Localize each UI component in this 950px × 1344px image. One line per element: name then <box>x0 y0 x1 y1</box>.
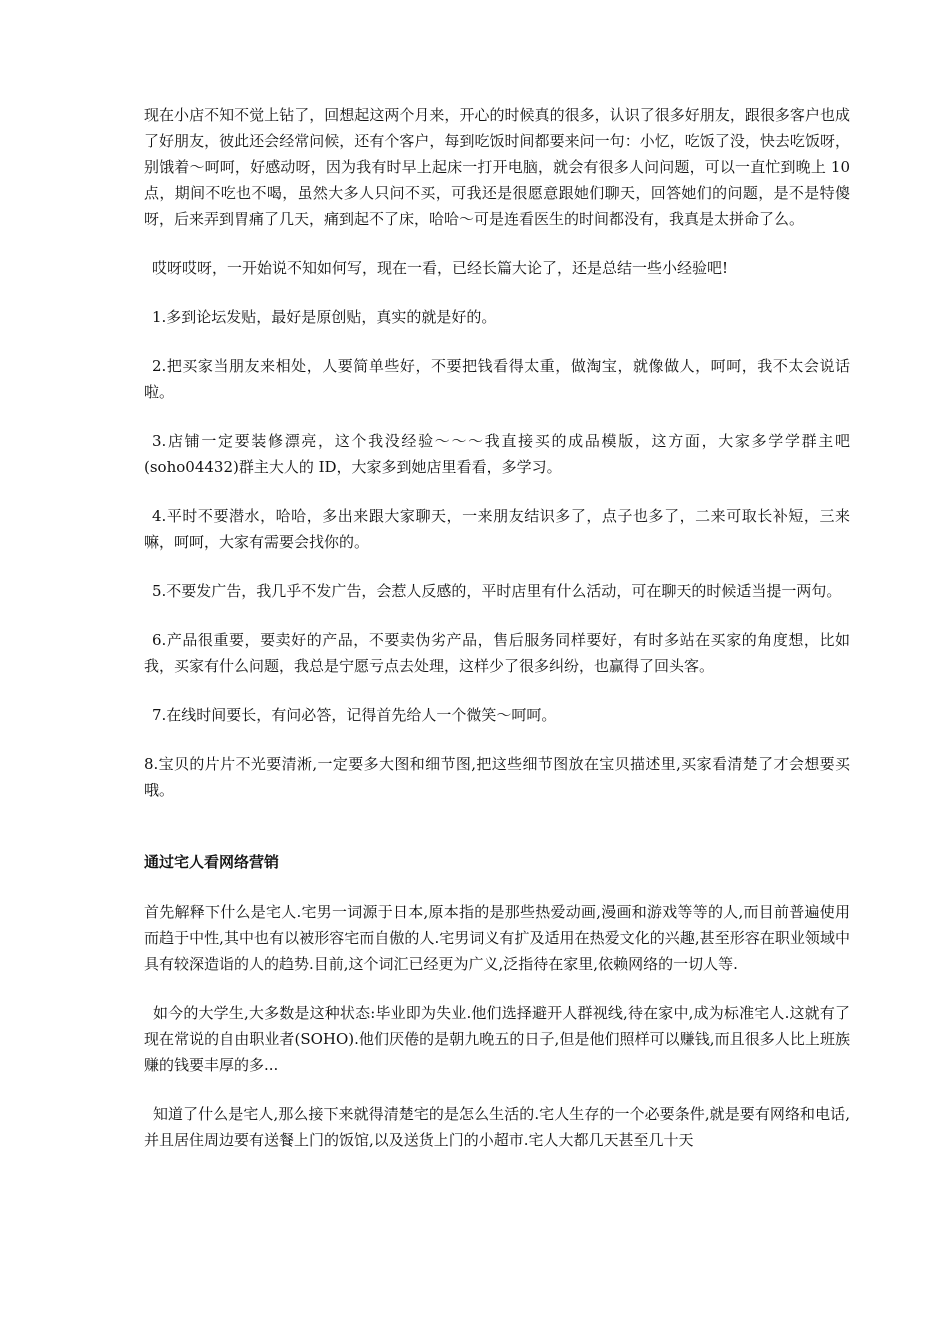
section-paragraph-2: 如今的大学生,大多数是这种状态:毕业即为失业.他们选择避开人群视线,待在家中,成为标准宅人.这就有了现在常说的自由职业者(SOHO).他们厌倦的是朝九晚五的日子,但是他们照样可以赚钱,而且很多人比上班族赚的钱要丰厚的多... <box>144 1004 850 1074</box>
tip-item-4: 4.平时不要潜水，哈哈，多出来跟大家聊天，一来朋友结识多了，点子也多了，二来可取长补短，三来嘛，呵呵，大家有需要会找你的。 <box>144 507 850 551</box>
section-heading: 通过宅人看网络营销 <box>144 853 280 871</box>
document-body <box>144 102 850 1176</box>
section-paragraph-3: 知道了什么是宅人,那么接下来就得清楚宅的是怎么生活的.宅人生存的一个必要条件,就是要有网络和电话,并且居住周边要有送餐上门的饭馆,以及送货上门的小超市.宅人大都几天甚至几十天 <box>144 1105 850 1149</box>
tip-item-6: 6.产品很重要，要卖好的产品，不要卖伪劣产品，售后服务同样要好，有时多站在买家的角度想，比如我，买家有什么问题，我总是宁愿亏点去处理，这样少了很多纠纷，也赢得了回头客。 <box>144 631 850 675</box>
summary-paragraph: 哎呀哎呀，一开始说不知如何写，现在一看，已经长篇大论了，还是总结一些小经验吧! <box>152 259 729 277</box>
tip-item-5: 5.不要发广告，我几乎不发广告，会惹人反感的，平时店里有什么活动，可在聊天的时候适当提一两句。 <box>152 582 842 600</box>
tip-item-2: 2.把买家当朋友来相处，人要简单些好，不要把钱看得太重，做淘宝，就像做人，呵呵，我不太会说话啦。 <box>144 357 850 401</box>
tip-item-7: 7.在线时间要长，有问必答，记得首先给人一个微笑～呵呵。 <box>152 706 557 724</box>
tip-item-1: 1.多到论坛发贴，最好是原创贴，真实的就是好的。 <box>152 308 497 326</box>
section-paragraph-1: 首先解释下什么是宅人.宅男一词源于日本,原本指的是那些热爱动画,漫画和游戏等等的人,而目前普遍使用而趋于中性,其中也有以被形容宅而自傲的人.宅男词义有扩及适用在热爱文化的兴趣,甚至形容在职业领域中具有较深造诣的人的趋势.目前,这个词汇已经更为广义,泛指待在家里,依赖网络的一切人等. <box>144 903 850 973</box>
tip-item-3: 3.店铺一定要装修漂亮，这个我没经验～～～我直接买的成品模版，这方面，大家多学学群主吧(soho04432)群主大人的 ID，大家多到她店里看看，多学习。 <box>144 432 850 476</box>
intro-paragraph: 现在小店不知不觉上钻了，回想起这两个月来，开心的时候真的很多，认识了很多好朋友，跟很多客户也成了好朋友，彼此还会经常问候，还有个客户，每到吃饭时间都要来问一句：小忆，吃饭了没，快去吃饭呀，别饿着～呵呵，好感动呀，因为我有时早上起床一打开电脑，就会有很多人问问题，可以一直忙到晚上 10 点，期间不吃也不喝，虽然大多人只问不买，可我还是很愿意跟她们聊天，回答她们的问题，是不是特傻呀，后来弄到胃痛了几天，痛到起不了床，哈哈～可是连看医生的时间都没有，我真是太拼命了么。 <box>144 106 850 228</box>
tip-item-8: 8.宝贝的片片不光要清淅,一定要多大图和细节图,把这些细节图放在宝贝描述里,买家看清楚了才会想要买哦。 <box>144 755 850 799</box>
